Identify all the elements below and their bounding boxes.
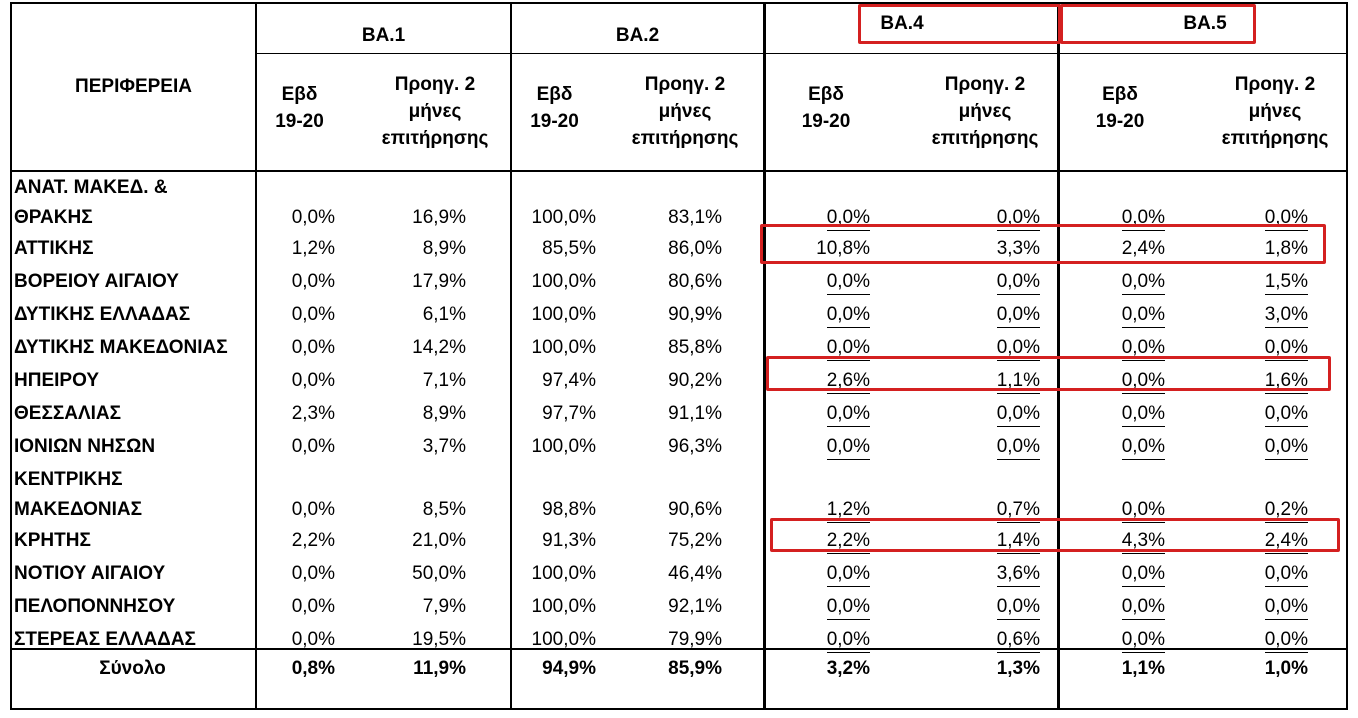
value-cell: 2,6% [827,368,870,394]
highlight-ba5-header [1060,4,1256,44]
value-cell: 0,0% [827,627,870,653]
sub-header-week [1060,78,1180,138]
value-cell: 0,0% [291,563,335,584]
value-cell: 0,0% [1265,627,1308,653]
region-name: ΚΡΗΤΗΣ [14,530,91,551]
value-cell: 8,9% [422,238,466,259]
value-cell: 90,9% [668,304,722,325]
highlight-kritis [770,518,1340,552]
value-cell: 14,2% [412,337,466,358]
value-cell: 100,0% [531,563,596,584]
value-cell: 97,4% [542,370,596,391]
value-cell: 0,0% [291,436,335,457]
value-cell: 92,1% [668,596,722,617]
divider-group-header [255,53,1348,54]
group-header-ba1: ΒΑ.1 [361,24,406,46]
sub-header-line: επιτήρησης [1221,127,1329,149]
value-cell: 0,6% [997,627,1040,653]
total-value: 1,1% [1121,658,1165,679]
value-cell: 8,9% [422,403,466,424]
value-cell: 100,0% [531,629,596,650]
total-row [10,650,1348,708]
value-cell: 0,0% [1122,269,1165,295]
value-cell: 0,0% [291,629,335,650]
value-cell: 0,0% [997,594,1040,620]
value-cell: 0,0% [1122,497,1165,523]
value-cell: 1,2% [291,238,335,259]
value-cell: 16,9% [412,207,466,228]
region-name: ΔΥΤΙΚΗΣ ΕΛΛΑΔΑΣ [14,304,191,325]
value-cell: 100,0% [531,207,596,228]
region-name: ΑΝΑΤ. ΜΑΚΕΔ. & [14,177,168,198]
value-cell: 79,9% [668,629,722,650]
value-cell: 0,0% [1265,401,1308,427]
value-cell: 1,5% [1265,269,1308,295]
value-cell: 100,0% [531,337,596,358]
region-name: ΜΑΚΕΔΟΝΙΑΣ [14,499,142,520]
value-cell: 0,0% [1122,627,1165,653]
value-cell: 21,0% [412,530,466,551]
region-name: ΠΕΛΟΠΟΝΝΗΣΟΥ [14,596,176,617]
sub-header-line: επιτήρησης [631,127,739,149]
sub-header-line: Προηγ. 2 [394,73,476,95]
value-cell: 0,0% [997,335,1040,361]
value-cell: 50,0% [412,563,466,584]
value-cell: 0,0% [1265,205,1308,231]
value-cell: 0,0% [291,271,335,292]
region-name: ΣΤΕΡΕΑΣ ΕΛΛΑΔΑΣ [14,629,196,650]
value-cell: 2,4% [1265,528,1308,554]
value-cell: 0,0% [827,335,870,361]
total-value: 0,8% [291,658,335,679]
total-value: 1,3% [996,658,1040,679]
value-cell: 0,0% [1122,594,1165,620]
sub-header-line: επιτήρησης [381,127,489,149]
value-cell: 0,0% [1265,594,1308,620]
table-row [10,591,1348,624]
region-name: ΗΠΕΙΡΟΥ [14,370,99,391]
region-header: ΠΕΡΙΦΕΡΕΙΑ [75,75,192,97]
sub-header-line: 19-20 [275,111,324,132]
value-cell: 100,0% [531,304,596,325]
value-cell: 100,0% [531,596,596,617]
value-cell: 0,0% [827,205,870,231]
total-value: 1,0% [1264,658,1308,679]
value-cell: 0,0% [827,561,870,587]
value-cell: 2,2% [291,530,335,551]
value-cell: 1,1% [997,368,1040,394]
sub-header-line: Εβδ [808,84,844,105]
region-name: ΚΕΝΤΡΙΚΗΣ [14,469,123,490]
table-row [10,431,1348,464]
sub-header-line: Εβδ [536,84,573,105]
region-name: ΘΡΑΚΗΣ [14,207,93,228]
value-cell: 6,1% [422,304,466,325]
value-cell: 1,2% [827,497,870,523]
value-cell: 0,2% [1265,497,1308,523]
table-row [10,398,1348,431]
value-cell: 0,0% [291,596,335,617]
sub-header-line: 19-20 [530,111,579,132]
value-cell: 7,9% [422,596,466,617]
sub-header-line: Προηγ. 2 [944,73,1026,95]
value-cell: 17,9% [412,271,466,292]
table-row [10,464,1348,525]
sub-header-line: 19-20 [801,111,851,132]
highlight-ipeirou [766,356,1331,391]
total-value: 94,9% [542,658,596,679]
total-value: 85,9% [668,658,722,679]
sub-header-week [257,78,342,138]
value-cell: 75,2% [668,530,722,551]
value-cell: 0,0% [291,499,335,520]
sub-header-line: μήνες [408,100,462,122]
value-cell: 1,6% [1265,368,1308,394]
value-cell: 0,0% [1265,434,1308,460]
value-cell: 0,0% [1122,302,1165,328]
value-cell: 85,5% [542,238,596,259]
value-cell: 90,6% [668,499,722,520]
value-cell: 0,0% [827,594,870,620]
value-cell: 0,0% [827,302,870,328]
value-cell: 0,0% [1122,205,1165,231]
total-value: 3,2% [826,658,870,679]
value-cell: 3,7% [422,436,466,457]
value-cell: 100,0% [531,436,596,457]
table-row [10,266,1348,299]
region-name: ΔΥΤΙΚΗΣ ΜΑΚΕΔΟΝΙΑΣ [14,337,228,358]
value-cell: 0,0% [291,304,335,325]
value-cell: 85,8% [668,337,722,358]
sub-header-line: μήνες [1248,100,1302,122]
sub-header-prev-months [1200,66,1350,156]
value-cell: 0,0% [291,337,335,358]
region-name: ΝΟΤΙΟΥ ΑΙΓΑΙΟΥ [14,563,166,584]
value-cell: 0,0% [1122,335,1165,361]
value-cell: 10,8% [816,236,870,262]
value-cell: 8,5% [422,499,466,520]
group-header-ba2: ΒΑ.2 [615,24,660,46]
value-cell: 1,4% [997,528,1040,554]
value-cell: 3,6% [997,561,1040,587]
value-cell: 2,4% [1122,236,1165,262]
sub-header-line: Προηγ. 2 [644,73,726,95]
value-cell: 0,0% [1122,561,1165,587]
value-cell: 46,4% [668,563,722,584]
sub-header-week [512,78,597,138]
value-cell: 0,7% [997,497,1040,523]
group-header-ba5: ΒΑ.5 [1183,12,1227,34]
value-cell: 90,2% [668,370,722,391]
value-cell: 19,5% [412,629,466,650]
sub-header-line: Εβδ [281,84,318,105]
highlight-ba4-header [858,4,1061,44]
value-cell: 91,3% [542,530,596,551]
sub-header-line: μήνες [658,100,712,122]
value-cell: 0,0% [997,401,1040,427]
value-cell: 4,3% [1122,528,1165,554]
total-value: 11,9% [413,658,466,679]
region-name: ΑΤΤΙΚΗΣ [14,238,94,259]
total-label: Σύνολο [99,658,166,679]
group-header-ba4: ΒΑ.4 [880,12,924,34]
value-cell: 98,8% [542,499,596,520]
value-cell: 0,0% [997,269,1040,295]
value-cell: 86,0% [668,238,722,259]
value-cell: 0,0% [1122,368,1165,394]
value-cell: 0,0% [997,434,1040,460]
value-cell: 2,3% [291,403,335,424]
value-cell: 0,0% [291,370,335,391]
sub-header-line: 19-20 [1095,111,1145,132]
sub-header-prev-months [360,66,510,156]
value-cell: 1,8% [1265,236,1308,262]
region-name: ΒΟΡΕΙΟΥ ΑΙΓΑΙΟΥ [14,271,179,292]
table-row [10,299,1348,332]
value-cell: 0,0% [827,269,870,295]
value-cell: 80,6% [668,271,722,292]
table-row [10,558,1348,591]
value-cell: 0,0% [1122,401,1165,427]
sub-header-line: Προηγ. 2 [1234,73,1316,95]
value-cell: 0,0% [997,302,1040,328]
value-cell: 0,0% [291,207,335,228]
sub-header-week [766,78,886,138]
value-cell: 0,0% [997,205,1040,231]
sub-header-prev-months [610,66,760,156]
value-cell: 91,1% [668,403,722,424]
value-cell: 3,3% [997,236,1040,262]
sub-header-line: Εβδ [1102,84,1138,105]
sub-header-line: επιτήρησης [931,127,1039,149]
value-cell: 2,2% [827,528,870,554]
value-cell: 83,1% [668,207,722,228]
highlight-attiki [760,224,1326,264]
value-cell: 0,0% [1122,434,1165,460]
value-cell: 3,0% [1265,302,1308,328]
sub-header-prev-months [910,66,1060,156]
sub-header-line: μήνες [958,100,1012,122]
value-cell: 0,0% [827,434,870,460]
region-name: ΘΕΣΣΑΛΙΑΣ [14,403,122,424]
value-cell: 97,7% [542,403,596,424]
value-cell: 0,0% [1265,561,1308,587]
value-cell: 0,0% [1265,335,1308,361]
value-cell: 7,1% [422,370,466,391]
value-cell: 96,3% [668,436,722,457]
value-cell: 0,0% [827,401,870,427]
region-name: ΙΟΝΙΩΝ ΝΗΣΩΝ [14,436,156,457]
value-cell: 100,0% [531,271,596,292]
